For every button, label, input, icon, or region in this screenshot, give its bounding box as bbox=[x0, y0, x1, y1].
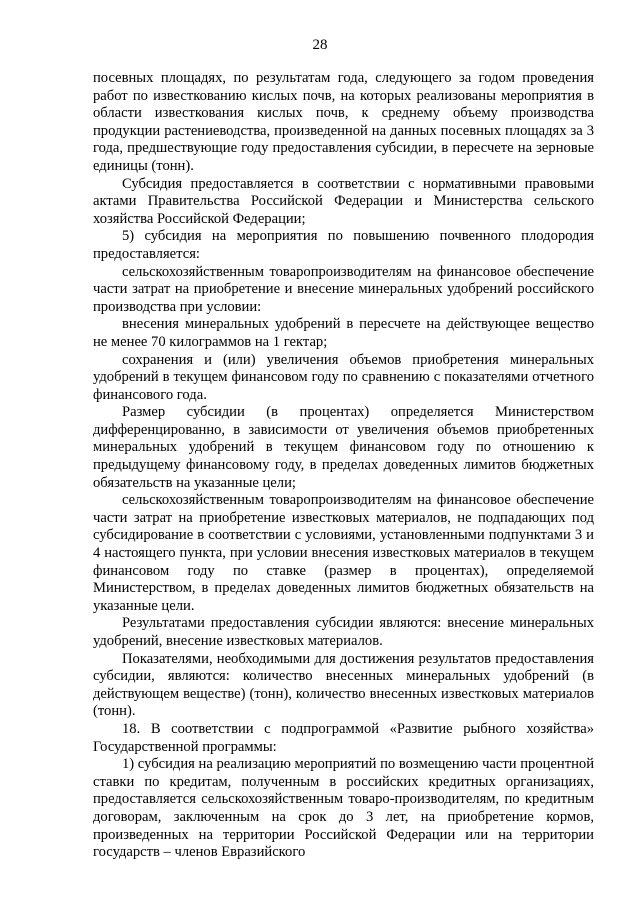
paragraph-subsidy-size: Размер субсидии (в процентах) определяется Министерством дифференцированно, в зависимости от увеличения объемов приобретенных минеральных удобрений в текущем финансовом году по отношению к предыдущему финансовому году, в пределах доведенных лимитов бюджетных обязательств на указанные цели; bbox=[93, 404, 594, 491]
paragraph-condition-volume: сохранения и (или) увеличения объемов приобретения минеральных удобрений в текущем финансовом году по сравнению с показателями отчетного финансового года. bbox=[93, 351, 594, 403]
paragraph-mineral-fertilizers: сельскохозяйственным товаропроизводителям на финансовое обеспечение части затрат на приобретение и внесение минеральных удобрений российского производства при условии: bbox=[93, 263, 594, 315]
document-body bbox=[93, 70, 594, 862]
paragraph-item-5: 5) субсидия на мероприятия по повышению почвенного плодородия предоставляется: bbox=[93, 228, 594, 262]
paragraph-item-18-1: 1) субсидия на реализацию мероприятий по возмещению части процентной ставки по кредитам, полученным в российских кредитных организациях, предоставляется сельскохозяйственным товаро-производителям, по кредитным договорам, заключенным на срок до 3 лет, на приобретение кормов, произведенных на территории Российской Федерации или на территории государств – членов Евразийского bbox=[93, 756, 595, 861]
paragraph-subsidy-basis: Субсидия предоставляется в соответствии с нормативными правовыми актами Правительства Российской Федерации и Министерства сельского хозяйства Российской Федерации; bbox=[93, 175, 594, 227]
paragraph-continuation: посевных площадях, по результатам года, следующего за годом проведения работ по известкованию кислых почв, на которых реализованы мероприятия в области известкования кислых почв, к среднему объему производства продукции растениеводства, произведенной на данных посевных площадях за 3 года, предшествующие году предоставления субсидии, в пересчете на зерновые единицы (тонн). bbox=[93, 70, 594, 174]
page-number: 28 bbox=[312, 37, 328, 53]
paragraph-item-18: 18. В соответствии с подпрограммой «Развитие рыбного хозяйства» Государственной программы: bbox=[93, 720, 594, 755]
paragraph-results: Результатами предоставления субсидии являются: внесение минеральных удобрений, внесение известковых материалов. bbox=[93, 615, 594, 649]
paragraph-condition-rate: внесения минеральных удобрений в пересчете на действующее вещество не менее 70 килограммов на 1 гектар; bbox=[93, 316, 594, 350]
paragraph-indicators: Показателями, необходимыми для достижения результатов предоставления субсидии, являются: количество внесенных минеральных удобрений (в действующем веществе) (тонн), количество внесенных известковых материалов (тонн). bbox=[93, 650, 594, 720]
paragraph-lime-materials: сельскохозяйственным товаропроизводителям на финансовое обеспечение части затрат на приобретение известковых материалов, не подпадающих под субсидирование в соответствии с условиями, установленными подпунктами 3 и 4 настоящего пункта, при условии внесения известковых материалов в текущем финансовом году по ставке (размер в процентах), определяемой Министерством, в пределах доведенных лимитов бюджетных обязательств на указанные цели. bbox=[93, 492, 594, 614]
